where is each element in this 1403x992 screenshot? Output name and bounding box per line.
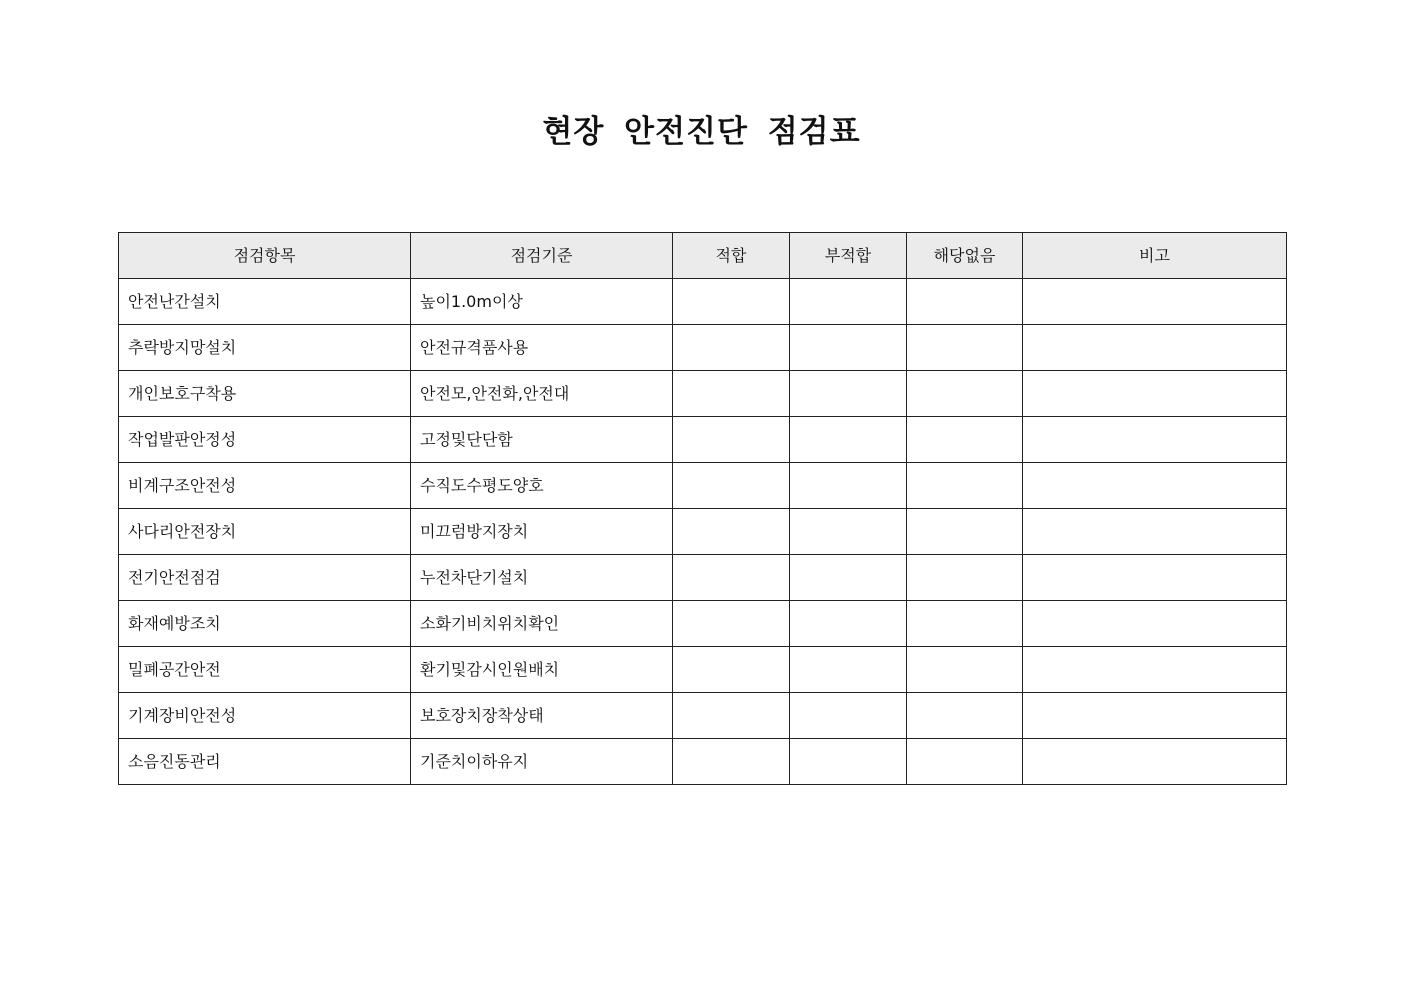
not-applicable-cell[interactable]	[907, 325, 1023, 371]
remarks-cell[interactable]	[1023, 739, 1287, 785]
item-cell: 기계장비안전성	[119, 693, 411, 739]
pass-cell[interactable]	[673, 463, 790, 509]
table-row	[119, 601, 1287, 647]
not-applicable-cell[interactable]	[907, 279, 1023, 325]
table-header-row	[119, 233, 1287, 279]
criteria-cell: 고정및단단함	[411, 417, 673, 463]
fail-cell[interactable]	[790, 325, 907, 371]
fail-cell[interactable]	[790, 739, 907, 785]
remarks-cell[interactable]	[1023, 463, 1287, 509]
header-remarks: 비고	[1023, 233, 1287, 279]
fail-cell[interactable]	[790, 417, 907, 463]
not-applicable-cell[interactable]	[907, 509, 1023, 555]
fail-cell[interactable]	[790, 601, 907, 647]
remarks-cell[interactable]	[1023, 555, 1287, 601]
pass-cell[interactable]	[673, 555, 790, 601]
not-applicable-cell[interactable]	[907, 601, 1023, 647]
pass-cell[interactable]	[673, 601, 790, 647]
fail-cell[interactable]	[790, 647, 907, 693]
table-row	[119, 325, 1287, 371]
criteria-cell: 수직도수평도양호	[411, 463, 673, 509]
remarks-cell[interactable]	[1023, 279, 1287, 325]
item-cell: 사다리안전장치	[119, 509, 411, 555]
table-row	[119, 371, 1287, 417]
remarks-cell[interactable]	[1023, 325, 1287, 371]
item-cell: 작업발판안정성	[119, 417, 411, 463]
not-applicable-cell[interactable]	[907, 647, 1023, 693]
pass-cell[interactable]	[673, 509, 790, 555]
criteria-cell: 안전규격품사용	[411, 325, 673, 371]
header-inspection-criteria: 점검기준	[411, 233, 673, 279]
remarks-cell[interactable]	[1023, 417, 1287, 463]
pass-cell[interactable]	[673, 279, 790, 325]
header-pass: 적합	[673, 233, 790, 279]
pass-cell[interactable]	[673, 417, 790, 463]
item-cell: 추락방지망설치	[119, 325, 411, 371]
table-row	[119, 417, 1287, 463]
header-inspection-item: 점검항목	[119, 233, 411, 279]
table-row	[119, 647, 1287, 693]
item-cell: 안전난간설치	[119, 279, 411, 325]
criteria-cell: 기준치이하유지	[411, 739, 673, 785]
fail-cell[interactable]	[790, 555, 907, 601]
table-row	[119, 463, 1287, 509]
criteria-cell: 미끄럼방지장치	[411, 509, 673, 555]
table-row	[119, 509, 1287, 555]
fail-cell[interactable]	[790, 509, 907, 555]
fail-cell[interactable]	[790, 693, 907, 739]
fail-cell[interactable]	[790, 463, 907, 509]
table-row	[119, 693, 1287, 739]
remarks-cell[interactable]	[1023, 601, 1287, 647]
not-applicable-cell[interactable]	[907, 463, 1023, 509]
item-cell: 화재예방조치	[119, 601, 411, 647]
not-applicable-cell[interactable]	[907, 555, 1023, 601]
remarks-cell[interactable]	[1023, 509, 1287, 555]
remarks-cell[interactable]	[1023, 647, 1287, 693]
fail-cell[interactable]	[790, 371, 907, 417]
pass-cell[interactable]	[673, 693, 790, 739]
criteria-cell: 소화기비치위치확인	[411, 601, 673, 647]
not-applicable-cell[interactable]	[907, 693, 1023, 739]
remarks-cell[interactable]	[1023, 693, 1287, 739]
table-row	[119, 279, 1287, 325]
header-fail: 부적합	[790, 233, 907, 279]
pass-cell[interactable]	[673, 371, 790, 417]
item-cell: 비계구조안전성	[119, 463, 411, 509]
not-applicable-cell[interactable]	[907, 417, 1023, 463]
fail-cell[interactable]	[790, 279, 907, 325]
item-cell: 밀폐공간안전	[119, 647, 411, 693]
pass-cell[interactable]	[673, 647, 790, 693]
criteria-cell: 높이1.0m이상	[411, 279, 673, 325]
inspection-checklist-table	[118, 232, 1287, 785]
table-row	[119, 739, 1287, 785]
item-cell: 전기안전점검	[119, 555, 411, 601]
table-row	[119, 555, 1287, 601]
not-applicable-cell[interactable]	[907, 371, 1023, 417]
criteria-cell: 보호장치장착상태	[411, 693, 673, 739]
remarks-cell[interactable]	[1023, 371, 1287, 417]
document-title: 현장 안전진단 점검표	[542, 114, 861, 150]
pass-cell[interactable]	[673, 739, 790, 785]
not-applicable-cell[interactable]	[907, 739, 1023, 785]
criteria-cell: 안전모,안전화,안전대	[411, 371, 673, 417]
pass-cell[interactable]	[673, 325, 790, 371]
item-cell: 소음진동관리	[119, 739, 411, 785]
item-cell: 개인보호구착용	[119, 371, 411, 417]
header-not-applicable: 해당없음	[907, 233, 1023, 279]
criteria-cell: 환기및감시인원배치	[411, 647, 673, 693]
criteria-cell: 누전차단기설치	[411, 555, 673, 601]
